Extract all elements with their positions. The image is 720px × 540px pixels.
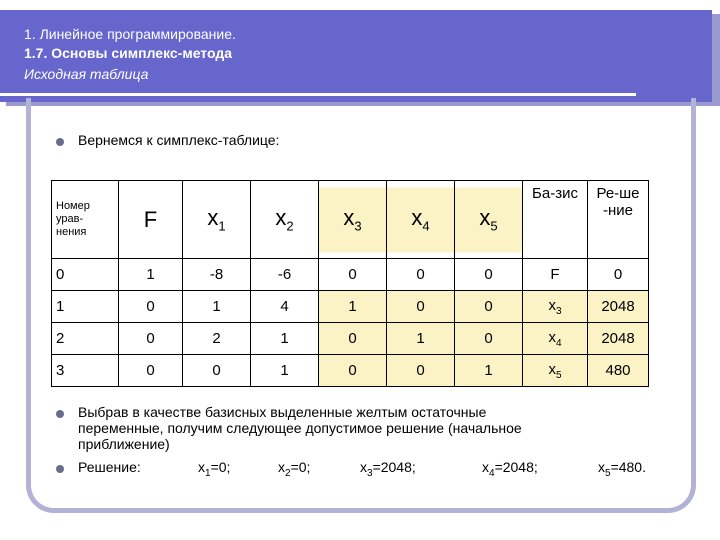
note-line-1: Выбрав в качестве базисных выделенные желтым остаточные [78,404,487,420]
bullet-icon [56,138,64,146]
header-x4: $x_4$ [387,181,455,259]
table-header-row [52,181,649,259]
cell: 2 [52,323,119,355]
cell: 3 [52,355,119,387]
cell: -8 [183,259,251,291]
cell: 480 [588,355,649,387]
solution-x1: $x_1=0$; [198,459,231,479]
header-basis: Ба-зис [523,181,588,259]
header-equation-number: Номер урав- нения [52,181,119,259]
cell: 0 [119,291,183,323]
solution-label: Решение: [78,459,141,475]
cell: 0 [387,355,455,387]
note-line-3: приближение) [78,436,170,452]
solution-x2: $x_2=0$; [278,459,311,479]
cell: 1 [319,291,387,323]
solution-x4: $x_4=2048$; [482,459,538,479]
basis-cell: $x_3$ [523,291,588,323]
intro-text: Вернемся к симплекс-таблице: [78,132,280,148]
header-line-1: 1. Линейное программирование. [24,26,236,42]
cell: 0 [588,259,649,291]
header-rule [0,93,636,96]
cell: 0 [455,291,523,323]
table-row [52,355,649,387]
cell: F [523,259,588,291]
header-line-2: 1.7. Основы симплекс-метода [24,45,233,61]
cell: 0 [119,323,183,355]
basis-cell: $x_5$ [523,355,588,387]
table-row [52,291,649,323]
cell: 1 [119,259,183,291]
cell: 1 [52,291,119,323]
cell: 2048 [588,291,649,323]
simplex-table [51,180,649,387]
cell: 1 [387,323,455,355]
cell: 2048 [588,323,649,355]
cell: 0 [455,323,523,355]
cell: 1 [455,355,523,387]
header-line-3: Исходная таблица [24,66,149,82]
basis-cell: $x_4$ [523,323,588,355]
cell: 4 [251,291,319,323]
bullet-icon [56,410,64,418]
cell: 0 [119,355,183,387]
solution-x5: $x_5=480$. [598,459,646,479]
cell: 0 [52,259,119,291]
cell: 1 [251,323,319,355]
bullet-icon [56,465,64,473]
cell: 0 [183,355,251,387]
cell: -6 [251,259,319,291]
cell: 2 [183,323,251,355]
table-row [52,259,649,291]
cell: 0 [319,259,387,291]
header-x5: $x_5$ [455,181,523,259]
cell: 0 [455,259,523,291]
slide-header [0,10,712,102]
cell: 0 [319,355,387,387]
cell: 0 [387,259,455,291]
solution-x3: $x_3=2048$; [360,459,416,479]
table-row [52,323,649,355]
cell: 1 [183,291,251,323]
cell: 0 [387,291,455,323]
note-line-2: переменные, получим следующее допустимое решение (начальное [78,420,522,436]
cell: 0 [319,323,387,355]
header-x3: $x_3$ [319,181,387,259]
header-F: F [119,181,183,259]
header-x1: $x_1$ [183,181,251,259]
header-solution: Ре-ше -ние [588,181,649,259]
cell: 1 [251,355,319,387]
header-x2: $x_2$ [251,181,319,259]
